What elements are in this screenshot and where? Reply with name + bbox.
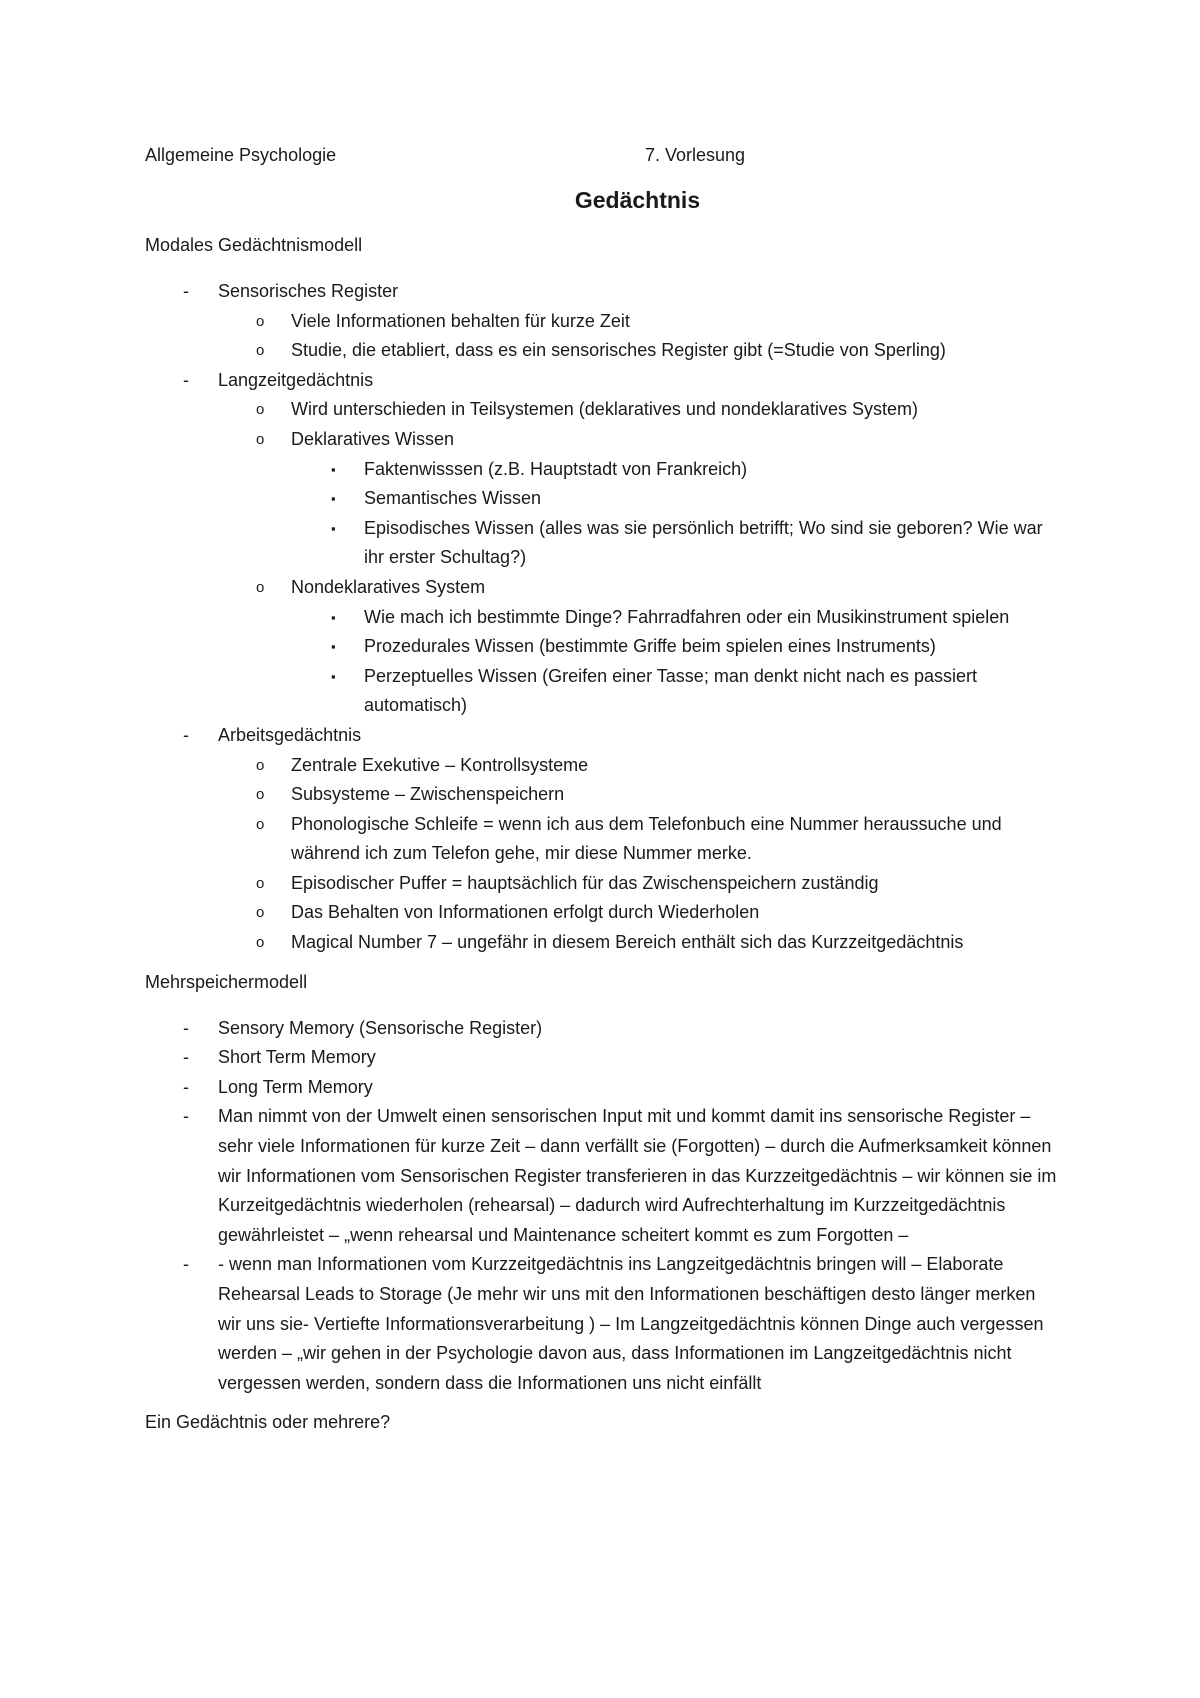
list-item: o Wird unterschieden in Teilsystemen (deklaratives und nondeklaratives System) — [256, 399, 918, 420]
list-item: ▪ Faktenwisssen (z.B. Hauptstadt von Frankreich) — [331, 458, 748, 479]
list-item: - Langzeitgedächtnis o Wird unterschieden in Teilsystemen (deklaratives und nondeklaratives System) o Deklaratives Wissen ▪ Faktenwisssen (z.B. Hauptstadt von Frankreich) ▪ Semantisches Wissen ▪ Episodisches Wissen (alles was sie persönlich betrifft; Wo sind sie geboren? Wie war ihr erster Schultag?) o Nondeklaratives System ▪ Wie mach ich bestimmte Dinge? Fahrradfahren oder ein Musikinstrument spielen ▪ Prozedurales Wissen (bestimmte Griffe beim spielen eines Instruments) ▪ Perzeptuelles Wissen (Greifen einer Tasse; man denkt nicht nach es passiert automatisch) — [145, 366, 1060, 721]
list-item: o Zentrale Exekutive – Kontrollsysteme — [256, 754, 589, 775]
lecture-number: 7. Vorlesung — [645, 145, 746, 165]
list-item: - - wenn man Informationen vom Kurzzeitgedächtnis ins Langzeitgedächtnis bringen will – Elaborate Rehearsal Leads to Storage (Je mehr wir uns mit den Informationen beschäftigen desto länger merken wir uns sie- Vertiefte Informationsverarbeitung ) – Im Langzeitgedächtnis können Dinge auch vergessen werden – „wir gehen in der Psychologie davon aus, dass Informationen im Langzeitgedächtnis nicht vergessen werden, sondern dass die Informationen uns nicht einfällt — [183, 1254, 1044, 1393]
list-item: ▪ Prozedurales Wissen (bestimmte Griffe beim spielen eines Instruments) — [331, 636, 936, 657]
list-item: o Nondeklaratives System ▪ Wie mach ich bestimmte Dinge? Fahrradfahren oder ein Musikinstrument spielen ▪ Prozedurales Wissen (bestimmte Griffe beim spielen eines Instruments) ▪ Perzeptuelles Wissen (Greifen einer Tasse; man denkt nicht nach es passiert automatisch) — [218, 573, 1060, 721]
section-heading-modales: Modales Gedächtnismodell — [145, 235, 363, 255]
list-item: - Short Term Memory — [183, 1047, 376, 1068]
list-item: o Magical Number 7 – ungefähr in diesem Bereich enthält sich das Kurzzeitgedächtnis — [256, 932, 964, 953]
page-header — [145, 145, 1060, 175]
list-item: ▪ Wie mach ich bestimmte Dinge? Fahrradfahren oder ein Musikinstrument spielen — [331, 606, 1010, 627]
list-item: - Man nimmt von der Umwelt einen sensorischen Input mit und kommt damit ins sensorische Register – sehr viele Informationen für kurze Zeit – dann verfällt sie (Forgotten) – durch die Aufmerksamkeit können wir Informationen vom Sensorischen Register transferieren in das Kurzzeitgedächtnis – wir können sie im Kurzeitgedächtnis wiederholen (rehearsal) – dadurch wird Aufrechterhaltung im Kurzzeitgedächtnis gewährleistet – „wenn rehearsal und Maintenance scheitert kommt es zum Forgotten – — [183, 1106, 1057, 1245]
list-item: - Long Term Memory — [183, 1076, 373, 1097]
list-item: - Sensorisches Register o Viele Informationen behalten für kurze Zeit o Studie, die etabliert, dass es ein sensorisches Register gibt (=Studie von Sperling) — [145, 277, 1060, 366]
page-title: Gedächtnis — [574, 187, 701, 213]
list-item: o Deklaratives Wissen ▪ Faktenwisssen (z.B. Hauptstadt von Frankreich) ▪ Semantisches Wissen ▪ Episodisches Wissen (alles was sie persönlich betrifft; Wo sind sie geboren? Wie war ihr erster Schultag?) — [218, 425, 1060, 573]
list-item: o Episodischer Puffer = hauptsächlich für das Zwischenspeichern zuständig — [256, 872, 879, 893]
list-mehrspeicher — [145, 1014, 1060, 1399]
list-item: o Studie, die etabliert, dass es ein sensorisches Register gibt (=Studie von Sperling) — [256, 340, 946, 361]
list-item: o Subsysteme – Zwischenspeichern — [256, 784, 565, 805]
course-name: Allgemeine Psychologie — [145, 145, 337, 165]
document-page — [145, 145, 1060, 1442]
list-item: ▪ Semantisches Wissen — [331, 488, 542, 509]
list-item: - Sensory Memory (Sensorische Register) — [183, 1017, 543, 1038]
section-heading-gedaechtnis-mehrere: Ein Gedächtnis oder mehrere? — [145, 1412, 391, 1433]
list-modales — [145, 277, 1060, 958]
list-item: - Arbeitsgedächtnis o Zentrale Exekutive – Kontrollsysteme o Subsysteme – Zwischenspeichern o Phonologische Schleife = wenn ich aus dem Telefonbuch eine Nummer heraussuche und während ich zum Telefon gehe, mir diese Nummer merke. o Episodischer Puffer = hauptsächlich für das Zwischenspeichern zuständig o Das Behalten von Informationen erfolgt durch Wiederholen o Magical Number 7 – ungefähr in diesem Bereich enthält sich das Kurzzeitgedächtnis — [145, 721, 1060, 958]
list-item: o Viele Informationen behalten für kurze Zeit — [256, 310, 630, 331]
list-item: o Phonologische Schleife = wenn ich aus dem Telefonbuch eine Nummer heraussuche und während ich zum Telefon gehe, mir diese Nummer merke. — [256, 813, 1002, 864]
list-item: ▪ Episodisches Wissen (alles was sie persönlich betrifft; Wo sind sie geboren? Wie war ihr erster Schultag?) — [331, 517, 1043, 568]
section-heading-mehrspeicher: Mehrspeichermodell — [145, 971, 308, 992]
list-item: ▪ Perzeptuelles Wissen (Greifen einer Tasse; man denkt nicht nach es passiert automatisch) — [331, 665, 977, 716]
list-item: o Das Behalten von Informationen erfolgt durch Wiederholen — [256, 902, 760, 923]
